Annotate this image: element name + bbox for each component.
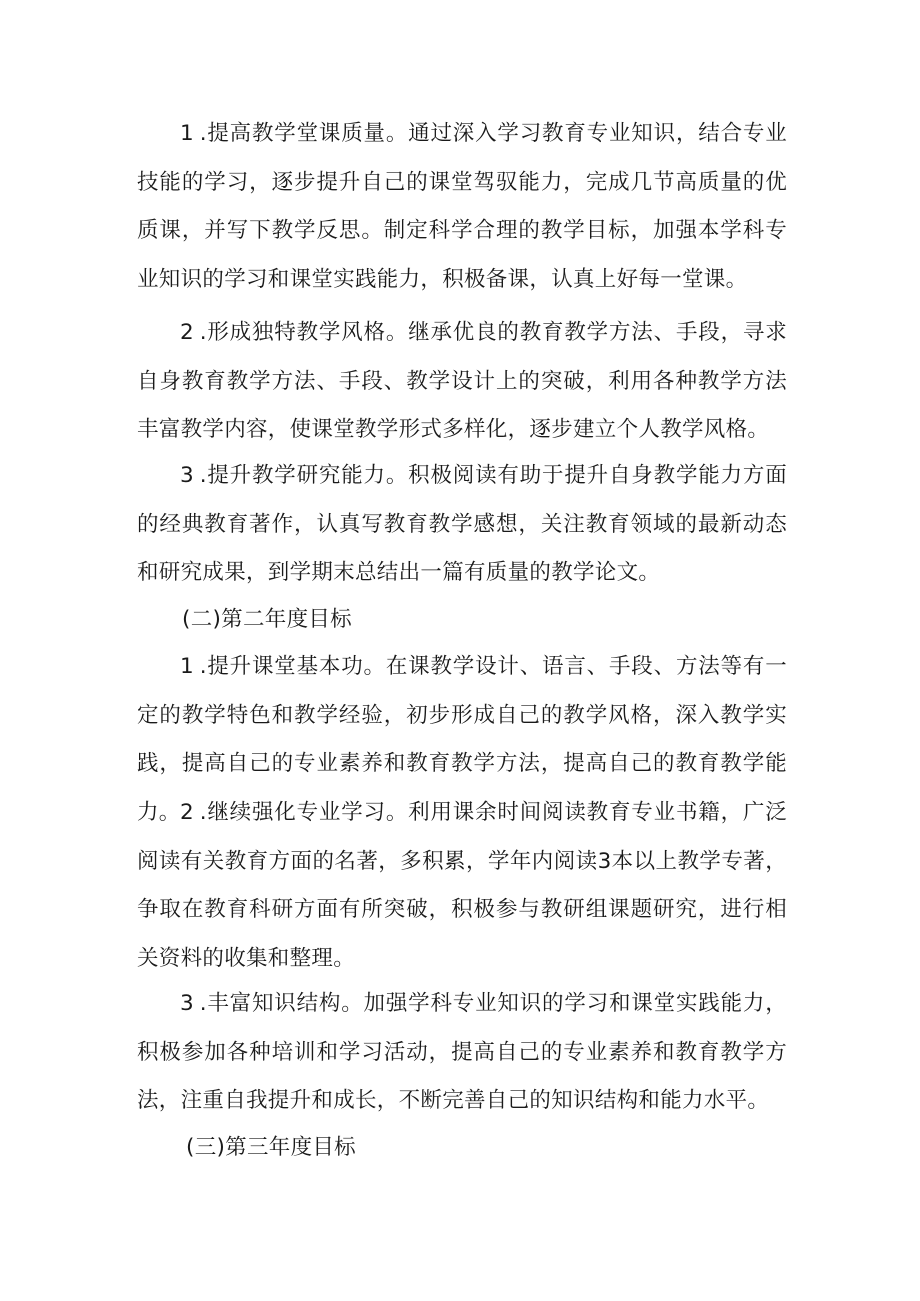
item-number: 1 bbox=[180, 121, 200, 146]
item-number: 2 bbox=[180, 320, 200, 345]
item-number: 1 bbox=[180, 654, 200, 679]
paragraph-text: .形成独特教学风格。继承优良的教育教学方法、手段，寻求自身教育教学方法、手段、教学设计上的突破，利用各种教学方法丰富教学内容，使课堂教学形式多样化，逐步建立个人教学风格。 bbox=[137, 320, 787, 442]
item-number: 3 bbox=[180, 463, 200, 488]
paragraph-year1-item2 bbox=[137, 309, 787, 455]
paragraph-year1-item1 bbox=[137, 110, 787, 304]
paragraph-text: .提高教学堂课质量。通过深入学习教育专业知识，结合专业技能的学习，逐步提升自己的课堂驾驭能力，完成几节高质量的优质课，并写下教学反思。制定科学合理的教学目标，加强本学科专业知识的学习和课堂实践能力，积极备课，认真上好每一堂课。 bbox=[137, 121, 787, 292]
paragraph-text: .提升课堂基本功。在课教学设计、语言、手段、方法等有一定的教学特色和教学经验，初步形成自己的教学风格，深入教学实践，提高自己的专业素养和教育教学方法，提高自己的教育教学能力。 bbox=[137, 654, 787, 825]
heading-second-year: (二)第二年度目标 bbox=[182, 607, 352, 632]
paragraph-text: .提升教学研究能力。积极阅读有助于提升自身教学能力方面的经典教育著作，认真写教育教学感想，关注教育领域的最新动态和研究成果，到学期末总结出一篇有质量的教学论文。 bbox=[137, 463, 787, 585]
paragraph-year2-item3 bbox=[137, 980, 787, 1126]
item-number: 2 bbox=[180, 800, 200, 825]
heading-third-year: (三)第三年度目标 bbox=[186, 1135, 356, 1160]
paragraph-year1-item3 bbox=[137, 452, 787, 598]
paragraph-text: .丰富知识结构。加强学科专业知识的学习和课堂实践能力，积极参加各种培训和学习活动，提高自己的专业素养和教育教学方法，注重自我提升和成长，不断完善自己的知识结构和能力水平。 bbox=[137, 991, 787, 1113]
item-number: 3 bbox=[180, 991, 200, 1016]
paragraph-text: .继续强化专业学习。利用课余时间阅读教育专业书籍，广泛阅读有关教育方面的名著，多积累，学年内阅读3本以上教学专著，争取在教育科研方面有所突破，积极参与教研组课题研究，进行相关资料的收集和整理。 bbox=[137, 800, 787, 971]
paragraph-year2-item2 bbox=[137, 789, 787, 983]
